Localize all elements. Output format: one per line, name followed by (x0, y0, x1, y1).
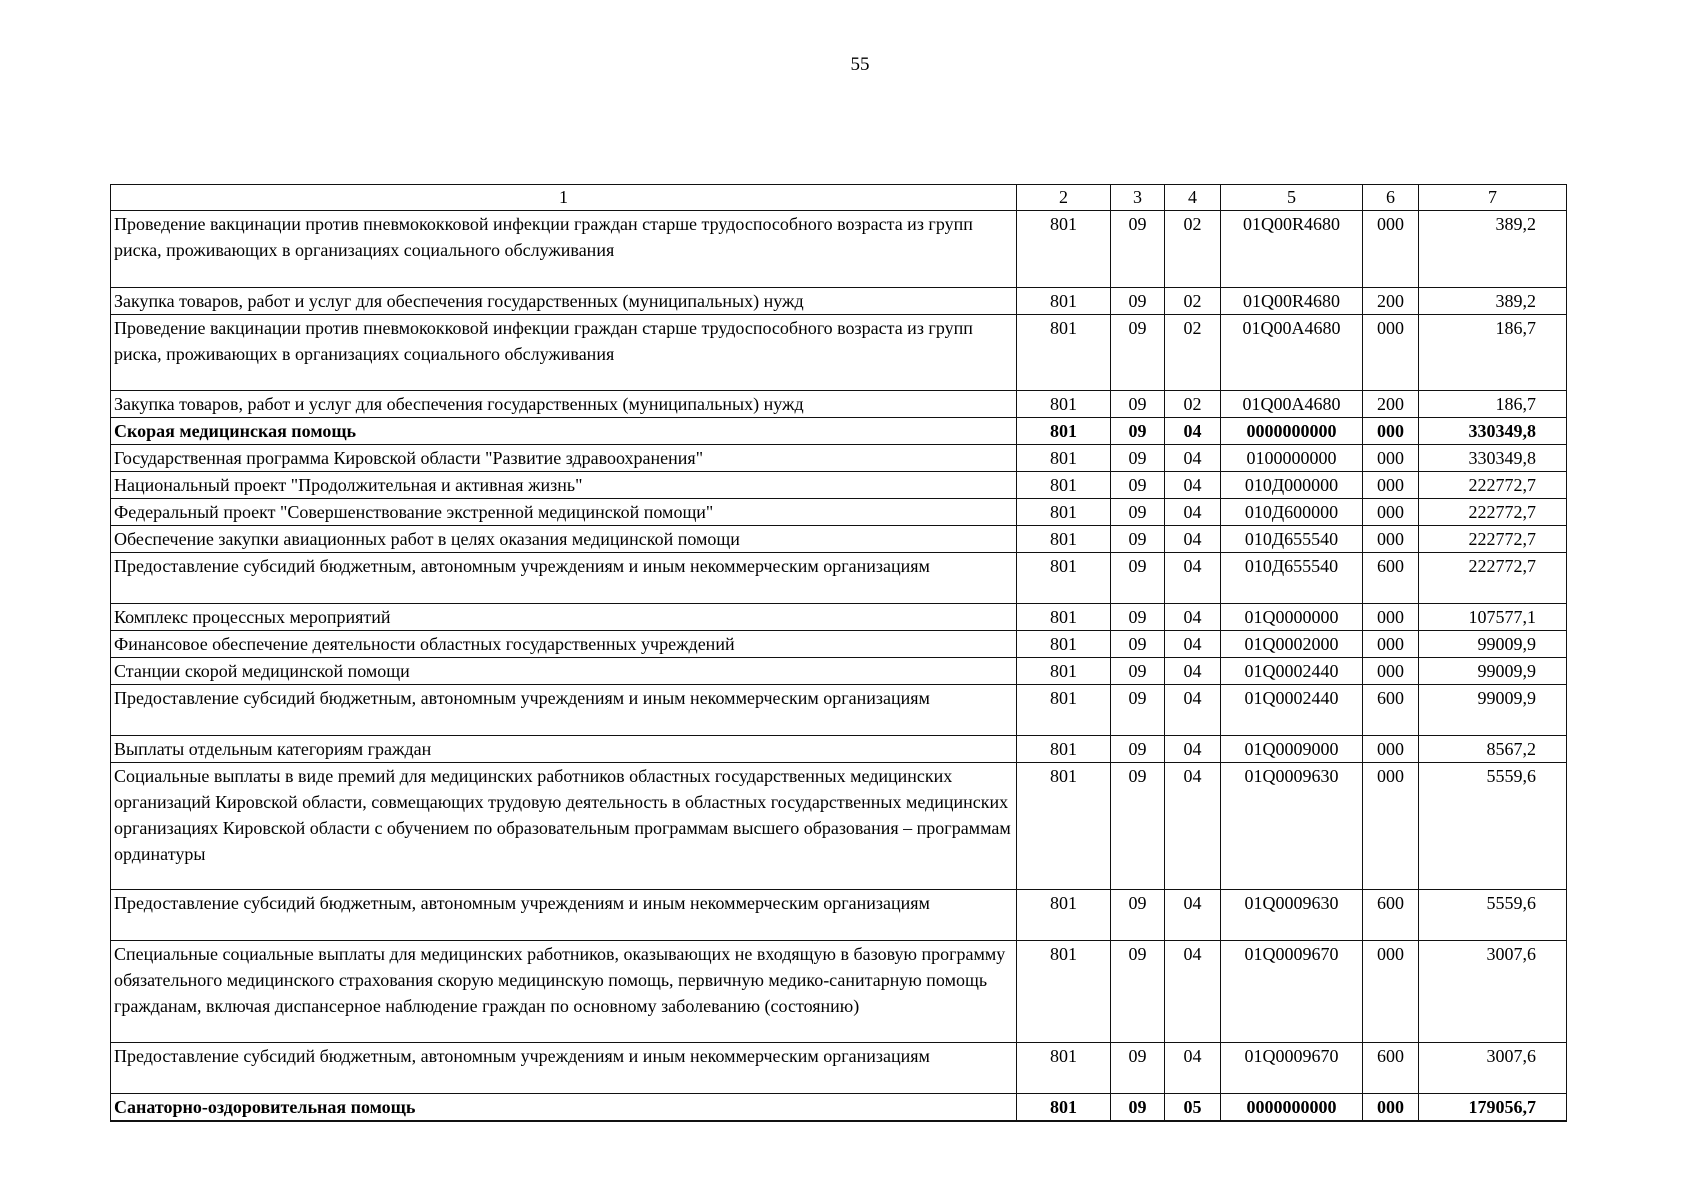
table-row (111, 941, 1567, 1043)
budget-table (110, 184, 1567, 1122)
row-section-code: 09 (1111, 391, 1165, 418)
row-name: Федеральный проект "Совершенствование экстренной медицинской помощи" (111, 499, 1017, 526)
row-ministry-code: 801 (1017, 1094, 1111, 1122)
row-amount: 8567,2 (1419, 736, 1567, 763)
row-name: Предоставление субсидий бюджетным, автономным учреждениям и иным некоммерческим организациям (111, 553, 1017, 604)
row-subsection-code: 04 (1165, 499, 1221, 526)
row-section-code: 09 (1111, 941, 1165, 1043)
row-ministry-code: 801 (1017, 1043, 1111, 1094)
row-section-code: 09 (1111, 211, 1165, 288)
row-target-code: 010Д655540 (1221, 526, 1363, 553)
row-subsection-code: 02 (1165, 391, 1221, 418)
row-subsection-code: 02 (1165, 288, 1221, 315)
table-row (111, 736, 1567, 763)
row-section-code: 09 (1111, 1043, 1165, 1094)
header-col-3: 3 (1111, 185, 1165, 211)
row-name: Социальные выплаты в виде премий для медицинских работников областных государственных медицинских организаций Кировской области, совмещающих трудовую деятельность в областных государственных медицинских организациях Кировской области с обучением по образовательным программам высшего образования – программам ординатуры (111, 763, 1017, 890)
row-ministry-code: 801 (1017, 604, 1111, 631)
row-expense-type: 000 (1363, 211, 1419, 288)
table-row (111, 472, 1567, 499)
row-subsection-code: 04 (1165, 631, 1221, 658)
row-ministry-code: 801 (1017, 499, 1111, 526)
row-expense-type: 000 (1363, 526, 1419, 553)
row-name: Проведение вакцинации против пневмококковой инфекции граждан старше трудоспособного возраста из групп риска, проживающих в организациях социального обслуживания (111, 211, 1017, 288)
row-expense-type: 000 (1363, 315, 1419, 391)
row-name: Санаторно-оздоровительная помощь (111, 1094, 1017, 1122)
table-row (111, 763, 1567, 890)
row-subsection-code: 04 (1165, 418, 1221, 445)
table-body (111, 211, 1567, 1122)
row-section-code: 09 (1111, 315, 1165, 391)
row-ministry-code: 801 (1017, 445, 1111, 472)
row-expense-type: 200 (1363, 391, 1419, 418)
table-row (111, 1094, 1567, 1122)
row-section-code: 09 (1111, 288, 1165, 315)
row-ministry-code: 801 (1017, 315, 1111, 391)
row-name: Станции скорой медицинской помощи (111, 658, 1017, 685)
row-ministry-code: 801 (1017, 418, 1111, 445)
row-subsection-code: 04 (1165, 526, 1221, 553)
header-col-6: 6 (1363, 185, 1419, 211)
row-ministry-code: 801 (1017, 736, 1111, 763)
row-ministry-code: 801 (1017, 763, 1111, 890)
table-row (111, 499, 1567, 526)
row-ministry-code: 801 (1017, 941, 1111, 1043)
table-row (111, 604, 1567, 631)
row-section-code: 09 (1111, 604, 1165, 631)
row-amount: 222772,7 (1419, 526, 1567, 553)
row-amount: 3007,6 (1419, 1043, 1567, 1094)
row-name: Комплекс процессных мероприятий (111, 604, 1017, 631)
row-subsection-code: 04 (1165, 1043, 1221, 1094)
row-ministry-code: 801 (1017, 288, 1111, 315)
row-expense-type: 600 (1363, 685, 1419, 736)
row-name: Закупка товаров, работ и услуг для обеспечения государственных (муниципальных) нужд (111, 391, 1017, 418)
row-amount: 99009,9 (1419, 631, 1567, 658)
row-expense-type: 000 (1363, 736, 1419, 763)
row-ministry-code: 801 (1017, 472, 1111, 499)
header-col-5: 5 (1221, 185, 1363, 211)
row-ministry-code: 801 (1017, 553, 1111, 604)
row-expense-type: 000 (1363, 418, 1419, 445)
row-section-code: 09 (1111, 499, 1165, 526)
row-amount: 330349,8 (1419, 445, 1567, 472)
header-col-1: 1 (111, 185, 1017, 211)
table-row (111, 631, 1567, 658)
row-section-code: 09 (1111, 685, 1165, 736)
row-name: Государственная программа Кировской области "Развитие здравоохранения" (111, 445, 1017, 472)
row-amount: 330349,8 (1419, 418, 1567, 445)
row-subsection-code: 02 (1165, 315, 1221, 391)
row-name: Национальный проект "Продолжительная и активная жизнь" (111, 472, 1017, 499)
row-amount: 222772,7 (1419, 472, 1567, 499)
row-section-code: 09 (1111, 890, 1165, 941)
row-expense-type: 000 (1363, 1094, 1419, 1122)
row-amount: 5559,6 (1419, 890, 1567, 941)
table-row (111, 890, 1567, 941)
row-ministry-code: 801 (1017, 685, 1111, 736)
row-ministry-code: 801 (1017, 391, 1111, 418)
row-target-code: 01Q00R4680 (1221, 211, 1363, 288)
row-section-code: 09 (1111, 445, 1165, 472)
row-name: Закупка товаров, работ и услуг для обеспечения государственных (муниципальных) нужд (111, 288, 1017, 315)
table-row (111, 418, 1567, 445)
header-col-7: 7 (1419, 185, 1567, 211)
row-amount: 99009,9 (1419, 685, 1567, 736)
row-target-code: 0000000000 (1221, 418, 1363, 445)
row-target-code: 01Q00A4680 (1221, 391, 1363, 418)
row-target-code: 0000000000 (1221, 1094, 1363, 1122)
row-name: Предоставление субсидий бюджетным, автономным учреждениям и иным некоммерческим организациям (111, 890, 1017, 941)
header-col-4: 4 (1165, 185, 1221, 211)
row-section-code: 09 (1111, 526, 1165, 553)
table-row (111, 526, 1567, 553)
row-name: Предоставление субсидий бюджетным, автономным учреждениям и иным некоммерческим организациям (111, 1043, 1017, 1094)
row-amount: 3007,6 (1419, 941, 1567, 1043)
row-target-code: 010Д000000 (1221, 472, 1363, 499)
row-section-code: 09 (1111, 631, 1165, 658)
table-row (111, 391, 1567, 418)
row-ministry-code: 801 (1017, 211, 1111, 288)
row-target-code: 01Q0002000 (1221, 631, 1363, 658)
row-expense-type: 000 (1363, 941, 1419, 1043)
row-amount: 222772,7 (1419, 553, 1567, 604)
row-amount: 389,2 (1419, 288, 1567, 315)
row-ministry-code: 801 (1017, 526, 1111, 553)
row-subsection-code: 04 (1165, 890, 1221, 941)
row-section-code: 09 (1111, 553, 1165, 604)
row-ministry-code: 801 (1017, 631, 1111, 658)
row-name: Скорая медицинская помощь (111, 418, 1017, 445)
row-amount: 389,2 (1419, 211, 1567, 288)
row-subsection-code: 04 (1165, 685, 1221, 736)
table-row (111, 1043, 1567, 1094)
row-section-code: 09 (1111, 418, 1165, 445)
table-row (111, 288, 1567, 315)
row-subsection-code: 04 (1165, 472, 1221, 499)
row-target-code: 01Q0009630 (1221, 890, 1363, 941)
row-expense-type: 000 (1363, 604, 1419, 631)
row-target-code: 01Q00R4680 (1221, 288, 1363, 315)
row-expense-type: 000 (1363, 472, 1419, 499)
row-section-code: 09 (1111, 736, 1165, 763)
row-name: Предоставление субсидий бюджетным, автономным учреждениям и иным некоммерческим организациям (111, 685, 1017, 736)
row-amount: 186,7 (1419, 391, 1567, 418)
table-row (111, 685, 1567, 736)
row-amount: 186,7 (1419, 315, 1567, 391)
row-target-code: 01Q0009670 (1221, 941, 1363, 1043)
row-subsection-code: 04 (1165, 445, 1221, 472)
row-subsection-code: 04 (1165, 763, 1221, 890)
row-ministry-code: 801 (1017, 890, 1111, 941)
row-name: Обеспечение закупки авиационных работ в целях оказания медицинской помощи (111, 526, 1017, 553)
row-target-code: 01Q00A4680 (1221, 315, 1363, 391)
row-subsection-code: 04 (1165, 941, 1221, 1043)
table-row (111, 445, 1567, 472)
row-subsection-code: 04 (1165, 658, 1221, 685)
row-section-code: 09 (1111, 763, 1165, 890)
row-expense-type: 600 (1363, 1043, 1419, 1094)
row-subsection-code: 04 (1165, 736, 1221, 763)
row-section-code: 09 (1111, 1094, 1165, 1122)
row-target-code: 01Q0000000 (1221, 604, 1363, 631)
row-expense-type: 000 (1363, 499, 1419, 526)
table-row (111, 211, 1567, 288)
row-name: Выплаты отдельным категориям граждан (111, 736, 1017, 763)
row-expense-type: 000 (1363, 631, 1419, 658)
row-target-code: 010Д655540 (1221, 553, 1363, 604)
row-expense-type: 000 (1363, 445, 1419, 472)
row-amount: 179056,7 (1419, 1094, 1567, 1122)
row-target-code: 010Д600000 (1221, 499, 1363, 526)
row-subsection-code: 05 (1165, 1094, 1221, 1122)
row-amount: 107577,1 (1419, 604, 1567, 631)
table-row (111, 658, 1567, 685)
row-expense-type: 000 (1363, 763, 1419, 890)
header-row (111, 185, 1567, 211)
row-subsection-code: 04 (1165, 553, 1221, 604)
row-target-code: 01Q0009630 (1221, 763, 1363, 890)
row-target-code: 0100000000 (1221, 445, 1363, 472)
row-target-code: 01Q0002440 (1221, 685, 1363, 736)
table-row (111, 315, 1567, 391)
row-section-code: 09 (1111, 658, 1165, 685)
row-amount: 222772,7 (1419, 499, 1567, 526)
row-expense-type: 600 (1363, 890, 1419, 941)
row-amount: 99009,9 (1419, 658, 1567, 685)
row-amount: 5559,6 (1419, 763, 1567, 890)
row-expense-type: 200 (1363, 288, 1419, 315)
row-expense-type: 600 (1363, 553, 1419, 604)
row-target-code: 01Q0009670 (1221, 1043, 1363, 1094)
page-number: 55 (850, 54, 870, 75)
table-row (111, 553, 1567, 604)
row-name: Специальные социальные выплаты для медицинских работников, оказывающих не входящую в базовую программу обязательного медицинского страхования скорую медицинскую помощь, первичную медико-санитарную помощь гражданам, включая диспансерное наблюдение граждан по основному заболеванию (состоянию) (111, 941, 1017, 1043)
row-target-code: 01Q0009000 (1221, 736, 1363, 763)
row-ministry-code: 801 (1017, 658, 1111, 685)
row-target-code: 01Q0002440 (1221, 658, 1363, 685)
row-subsection-code: 04 (1165, 604, 1221, 631)
row-name: Финансовое обеспечение деятельности областных государственных учреждений (111, 631, 1017, 658)
row-subsection-code: 02 (1165, 211, 1221, 288)
row-name: Проведение вакцинации против пневмококковой инфекции граждан старше трудоспособного возраста из групп риска, проживающих в организациях социального обслуживания (111, 315, 1017, 391)
row-section-code: 09 (1111, 472, 1165, 499)
row-expense-type: 000 (1363, 658, 1419, 685)
header-col-2: 2 (1017, 185, 1111, 211)
